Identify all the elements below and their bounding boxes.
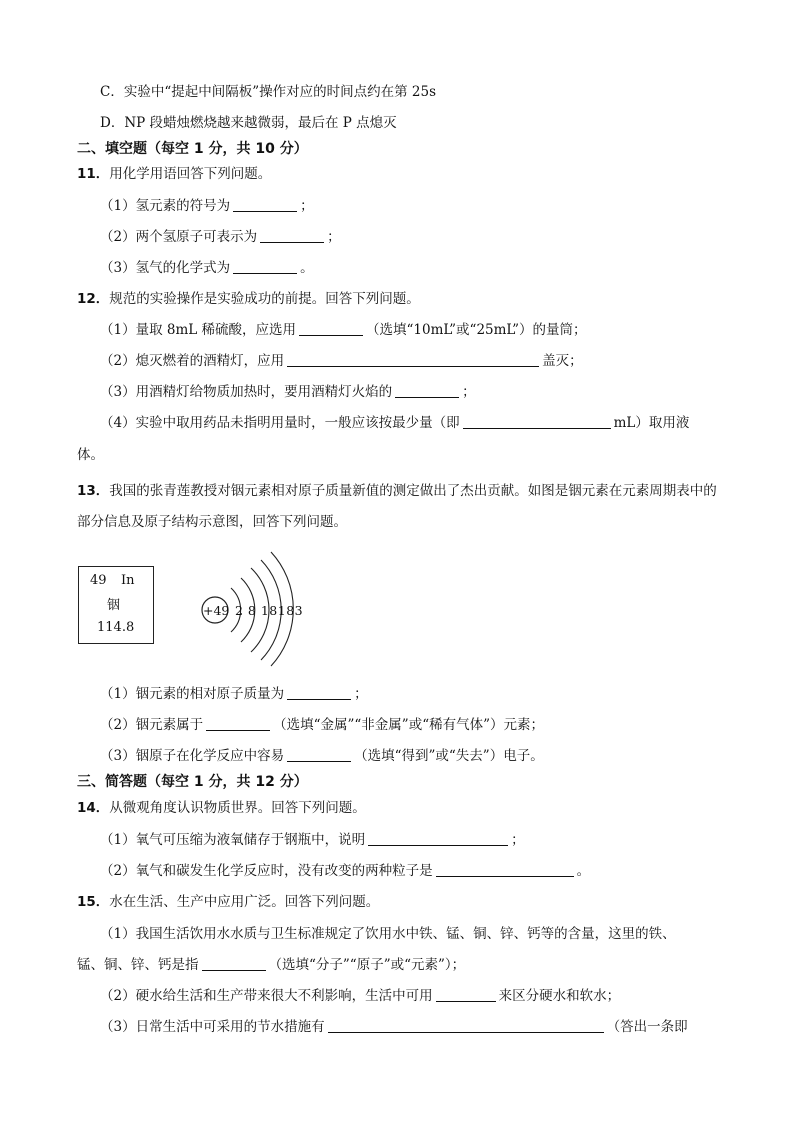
question-13-2 [100, 715, 544, 735]
prompt-tail: （选填“10mL”或“25mL”）的量筒； [366, 322, 587, 338]
answer-blank[interactable] [233, 259, 297, 274]
question-13-1 [100, 684, 368, 704]
answer-blank[interactable] [395, 383, 459, 398]
punct: 。 [576, 863, 591, 879]
question-number: 14． [77, 800, 110, 816]
answer-blank[interactable] [436, 987, 496, 1002]
prompt: （1）氢元素的符号为 [100, 198, 231, 214]
question-12-2 [100, 351, 583, 371]
punct: ； [462, 384, 476, 400]
prompt-tail: （选填“得到”或“失去”）电子。 [354, 748, 544, 764]
answer-blank[interactable] [233, 197, 297, 212]
prompt-tail: 来区分硬水和软水； [498, 988, 621, 1004]
answer-blank[interactable] [368, 831, 508, 846]
question-12-1 [100, 320, 587, 340]
answer-blank[interactable] [328, 1018, 604, 1033]
atomic-mass: 114.8 [97, 620, 135, 635]
electron-counts: 2 8 18183 [235, 603, 304, 618]
question-12-3 [100, 382, 476, 402]
answer-blank[interactable] [260, 228, 324, 243]
question-12 [77, 289, 420, 309]
prompt: （1）铟元素的相对原子质量为 [100, 686, 285, 702]
prompt: （2）两个氢原子可表示为 [100, 229, 258, 245]
answer-blank[interactable] [202, 956, 266, 971]
prompt-tail: （选填“金属”“非金属”或“稀有气体”）元素； [273, 717, 545, 733]
element-name: 铟 [107, 598, 121, 613]
punct: ； [354, 686, 368, 702]
nucleus-charge: +49 [203, 603, 230, 618]
question-14 [77, 798, 366, 818]
prompt: （3）用酒精灯给物质加热时，要用酒精灯火焰的 [100, 384, 393, 400]
prompt: （4）实验中取用药品未指明用量时，一般应该按最少量（即 [100, 415, 460, 431]
prompt-tail: mL）取用液 [613, 415, 690, 431]
question-11-3 [100, 258, 314, 278]
question-11 [77, 164, 271, 184]
question-number: 11． [77, 166, 110, 182]
atom-structure-diagram [195, 548, 305, 668]
question-13-3 [100, 746, 544, 766]
option-d: D．NP 段蜡烛燃烧越来越微弱，最后在 P 点熄灭 [100, 115, 397, 131]
element-symbol: In [121, 573, 135, 588]
prompt-tail: （答出一条即 [606, 1019, 688, 1035]
prompt: （2）熄灭燃着的酒精灯，应用 [100, 353, 285, 369]
question-12-4 [100, 413, 689, 433]
question-15 [77, 892, 379, 912]
atomic-number: 49 [90, 573, 107, 588]
question-14-1 [100, 830, 525, 850]
question-13 [77, 476, 727, 538]
answer-blank[interactable] [206, 716, 270, 731]
prompt: （3）铟原子在化学反应中容易 [100, 748, 285, 764]
prompt: （2）氧气和碳发生化学反应时，没有改变的两种粒子是 [100, 863, 433, 879]
question-15-2 [100, 986, 620, 1006]
prompt: （2）铟元素属于 [100, 717, 204, 733]
section-3-heading: 三、简答题（每空 1 分，共 12 分） [77, 774, 308, 790]
prompt: （3）氢气的化学式为 [100, 260, 231, 276]
answer-blank[interactable] [436, 862, 574, 877]
question-14-2 [100, 861, 590, 881]
question-text: 我国的张青莲教授对铟元素相对原子质量新值的测定做出了杰出贡献。如图是铟元素在元素周期表中的部分信息及原子结构示意图，回答下列问题。 [77, 483, 717, 530]
prompt-tail: （选填“分子”“原子”或“元素”）； [268, 957, 466, 973]
question-text: 用化学用语回答下列问题。 [109, 166, 272, 182]
periodic-table-cell [78, 566, 154, 644]
question-15-3 [100, 1017, 688, 1037]
question-11-2 [100, 227, 341, 247]
prompt: （1）量取 8mL 稀硫酸，应选用 [100, 322, 297, 338]
question-number: 13． [77, 483, 110, 499]
question-text: 水在生活、生产中应用广泛。回答下列问题。 [109, 894, 380, 910]
section-2-heading: 二、填空题（每空 1 分，共 10 分） [77, 141, 308, 157]
prompt: （3）日常生活中可采用的节水措施有 [100, 1019, 325, 1035]
answer-blank[interactable] [287, 685, 351, 700]
prompt: （1）氧气可压缩为液氧储存于钢瓶中，说明 [100, 832, 366, 848]
answer-blank[interactable] [463, 414, 611, 429]
prompt: 锰、铜、锌、钙是指 [77, 957, 199, 973]
question-text: 规范的实验操作是实验成功的前提。回答下列问题。 [109, 291, 420, 307]
punct: ； [327, 229, 341, 245]
question-15-1: （1）我国生活饮用水水质与卫生标准规定了饮用水中铁、锰、铜、锌、钙等的含量，这里的铁、 [100, 926, 676, 942]
answer-blank[interactable] [299, 321, 363, 336]
question-12-4-cont: 体。 [77, 447, 104, 463]
answer-blank[interactable] [287, 352, 539, 367]
answer-blank[interactable] [287, 747, 351, 762]
prompt: （2）硬水给生活和生产带来很大不利影响，生活中可用 [100, 988, 433, 1004]
question-number: 12． [77, 291, 110, 307]
punct: ； [511, 832, 525, 848]
punct: 。 [300, 260, 314, 276]
punct: ； [300, 198, 314, 214]
option-c: C．实验中“提起中间隔板”操作对应的时间点约在第 25s [100, 84, 437, 100]
question-15-1-cont [77, 955, 465, 975]
question-number: 15． [77, 894, 110, 910]
prompt-tail: 盖灭； [542, 353, 583, 369]
question-text: 从微观角度认识物质世界。回答下列问题。 [109, 800, 366, 816]
question-11-1 [100, 196, 314, 216]
